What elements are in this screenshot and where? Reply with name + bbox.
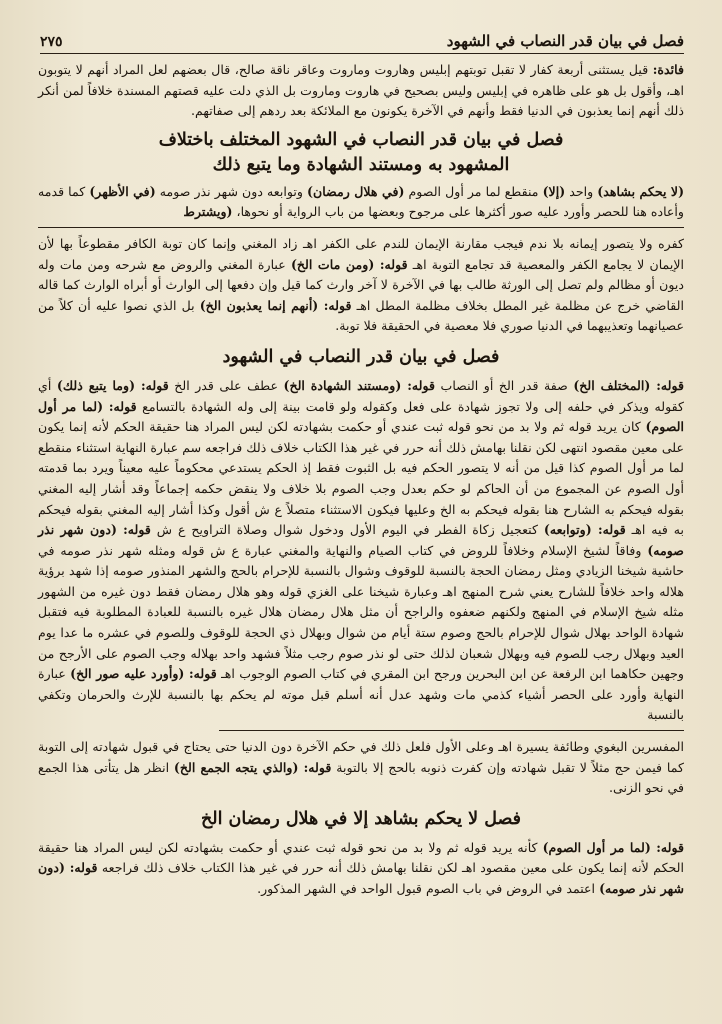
note-text: قيل يستثنى أربعة كفار لا تقبل توبتهم إبليس وهاروت وماروت وعاقر ناقة صالح، قال بعضهم لعل المراد أنهم لا يتوبون اهـ، وأقول بل هو على ظاهره في إبليس وليس بصحيح في هاروت وماروت بل الذي دلت عليه قصتهم المسندة خلافاً لمن أنكر ذلك أنهم إنما يعذبون في الدنيا فقط وأنهم في الآخرة يكونون مع الملائكة بعد ردهم إلى صفاتهم. <box>38 62 684 119</box>
matn-text: منقطع لما مر أول الصوم <box>404 183 543 199</box>
commentary-term: قوله: (لما مر أول الصوم) <box>542 839 684 855</box>
running-title: فصل في بيان قدر النصاب في الشهود <box>446 32 684 50</box>
commentary-paragraph <box>38 838 684 900</box>
matn-text: واحد <box>565 183 598 199</box>
commentary-text: كأنه يريد قوله ثم ولا بد من نحو قوله ثبت عندي أو حكمت بشهادته لكن ليس المراد هنا حقيقة الحكم لأنه إنما يكون على معين مقصود اهـ لكن نقلنا بهامش ذلك أنه حرر في غير هذا الكتاب خلاف ذلك فراجعه <box>38 839 684 876</box>
commentary-paragraph <box>38 234 684 337</box>
page-number: ٢٧٥ <box>40 34 63 50</box>
section-heading-line-1: فصل في بيان قدر النصاب في الشهود المختلف باختلاف <box>158 129 564 150</box>
note-paragraph <box>38 60 684 122</box>
commentary-term: قوله: (ومستند الشهادة الخ) <box>283 377 435 393</box>
matn-text: كما قدمه وأعاده هنا للحصر وأورد عليه صور أكثرها على مرجوح وبعضها من باب الرواية أو نحوها، <box>38 183 684 220</box>
commentary-term: قوله: (أنهم إنما يعذبون الخ) <box>199 297 352 313</box>
matn-term: (إلا) <box>542 183 566 199</box>
commentary-term: قوله: (المختلف الخ) <box>573 377 684 393</box>
commentary-text: كان يريد قوله ثم ولا بد من نحو قوله ثبت عندي أو حكمت بشهادته لكن ليس المراد هنا حقيقة الحكم لأنه إنما يكون على معين مقصود انتهى لكن نقلنا بهامش ذلك أنه حرر في غير هذا الكتاب خلاف ذلك فراجعه سم عبارة النهاية استثناء منقطع لما مر أول الصوم كذا قيل من أنه لا يتصور الحكم فيه بل الثبوت فقط إذ الحكم يستدعي محكوماً عليه معيناً ويرد بما قدمته أول الصوم عن المجموع من أن الحاكم لو حكم بعدل وجب الصوم بلا خلاف ولا ينقض حكمه إجماعاً وقد أشار إليه المغني بقوله فيحكم به الشارح هنا بقوله فيحكم به الخ وعليها فيكون الاستثناء متصلاً ع ش أقول وكذا أشار إليه المغني بقوله فيحكم به فيه اهـ <box>38 419 684 538</box>
commentary-text: أي كقوله ويذكر في حلفه إلى ولا تجوز شهادة على فعل وكقوله ولو قامت بينة إلى وله الشهادة بالتسامع <box>38 377 684 414</box>
commentary-paragraph <box>38 737 684 799</box>
commentary-term: قوله: (وما يتبع ذلك) <box>56 377 169 393</box>
section-heading-secondary: فصل لا يحكم بشاهد إلا في هلال رمضان الخ <box>200 808 522 829</box>
section-heading-line-2: المشهود به ومستند الشهادة وما يتبع ذلك <box>212 154 510 175</box>
note-lead: فائدة: <box>652 62 684 77</box>
commentary-term: قوله: (وأورد عليه صور الخ) <box>70 666 217 682</box>
commentary-term: قوله: (ومن مات الخ) <box>290 256 408 272</box>
commentary-text: عطف على قدر الخ <box>168 377 284 393</box>
commentary-term: قوله: (وتوابعه) <box>543 522 626 538</box>
commentary-text: كتعجيل زكاة الفطر في اليوم الأول ودخول شوال وصلاة التراويح ع ش <box>150 522 544 538</box>
matn-term: (في هلال رمضان) <box>307 183 405 199</box>
matn-term: (في الأظهر) <box>89 183 156 199</box>
page-content <box>38 60 684 1016</box>
commentary-text: انظر هل يتأتى هذا الجمع في نحو الزنى. <box>38 759 684 796</box>
commentary-paragraph <box>38 376 684 726</box>
commentary-text: صفة قدر الخ أو النصاب <box>434 377 574 393</box>
commentary-text: وفاقاً لشيخ الإسلام وخلافاً للروض في كتاب الصيام والنهاية والمغني عبارة ع ش قوله ومثله شهر نذر صومه في حاشية شيخنا الزيادي ومثل رمضان الحجة بالنسبة للوقوف وشوال بالنسبة للإحرام بالحج والشهر المنذور صومه إذا شهد برؤية هلاله واحد خلافاً للشارح يعني شرح المنهج اهـ وعبارة شيخنا على الغزي قوله وهو هلال رمضان فقط دون غيره من الشهور مثله شيخ الإسلام في المنهج ولكنهم ضعفوه والراجح أن مثل هلال رمضان هلال غيره بالنسبة للعبادة المطلوبة فيه فتقبل شهادة الواحد بهلال شوال للإحرام بالحج وصوم ستة أيام من شوال وبهلال ذي الحجة للوقوف وللصوم في عشره ما عدا يوم العيد وبهلال رجب للصوم فيه وبهلال شعبان لذلك حتى لو نذر صوم رجب مثلاً فشهد واحد بهلاله وجب الصوم على الأرجح من وجهين حكاهما ابن الرفعة عن ابن البحرين ورجح ابن المقري في كتاب الصوم الوجوب اهـ <box>38 542 685 682</box>
divider-line <box>38 227 684 228</box>
commentary-term: قوله: (دون شهر نذر صومه) <box>38 860 684 896</box>
page-header <box>40 20 684 54</box>
divider-line <box>219 730 684 731</box>
matn-text: وتوابعه دون شهر نذر صومه <box>155 183 307 199</box>
commentary-text: عبارة النهاية وأورد على الحصر أشياء كذمي مات وشهد عدل أنه أسلم قبل موته لم يحكم بها بالنسبة للإرث والحرمان وتكفي بالنسبة <box>38 666 684 723</box>
commentary-term: قوله: (دون شهر نذر صومه) <box>38 522 684 558</box>
matn-term: (لا يحكم بشاهد) <box>597 183 685 199</box>
section-heading-commentary: فصل في بيان قدر النصاب في الشهود <box>222 346 500 367</box>
commentary-term: قوله: (لما مر أول الصوم) <box>38 398 684 435</box>
commentary-term: قوله: (والذي يتجه الجمع الخ) <box>173 759 332 775</box>
commentary-text: بل الذي نصوا عليه أن كلاً من عصيانهما وتعذيبهما في الدنيا صوري فلا معصية في الحقيقة فلا توبة. <box>38 297 684 334</box>
commentary-text: كفره ولا يتصور إيمانه بلا ندم فيجب مقارنة الإيمان للندم على الكفر اهـ زاد المغني وإنما كان توبة الكافر مقطوعاً بها لأن الإيمان لا يجامع الكفر والمعصية قد تجامع التوبة اهـ <box>38 235 685 272</box>
commentary-text: المفسرين البغوي وطائفة يسيرة اهـ وعلى الأول فلعل ذلك في حكم الآخرة دون الدنيا حتى يحتاج في قبول شهادته إلى التوبة كما فيمن حج مثلاً لا تقبل شهادته وإن كفرت ذنوبه بالحج إلا بالتوبة <box>38 739 684 775</box>
commentary-text: اعتمد في الروض في باب الصوم قبول الواحد في الشهر المذكور. <box>257 881 600 896</box>
matn-term: (ويشترط <box>183 204 233 220</box>
commentary-text: عبارة المغني والروض مع شرحه ومن مات وله ديون أو مظالم ولم تصل إلى الورثة طالب بها في الآخرة لا آخر وارث كما قيل وإن دفعها إلى الوارث أو أبراه الوارث كما قاله القاضي خرج عن مظلمة غير المطل بخلاف مظلمة المطل اهـ <box>38 256 684 313</box>
matn-paragraph <box>38 182 684 223</box>
section-heading-main <box>38 128 684 178</box>
